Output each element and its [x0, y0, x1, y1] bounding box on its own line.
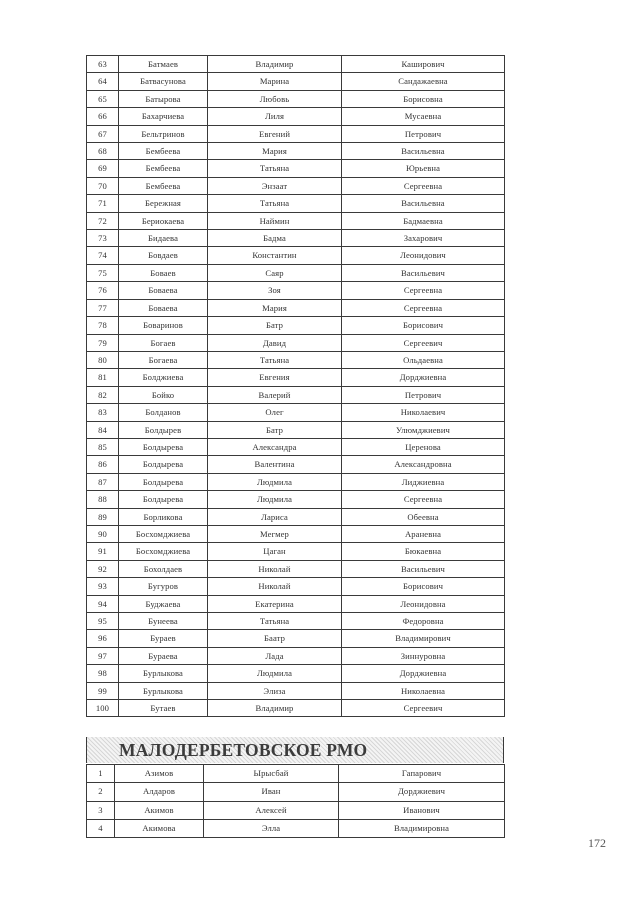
row-number-cell: 96: [87, 630, 119, 647]
first-name-cell: Алексей: [204, 801, 339, 819]
table-row: [87, 143, 505, 160]
surname-cell: Бураев: [119, 630, 208, 647]
surname-cell: Болданов: [119, 404, 208, 421]
surname-cell: Азимов: [115, 765, 204, 783]
first-name-cell: Валентина: [208, 456, 342, 473]
row-number-cell: 79: [87, 334, 119, 351]
table-row: [87, 386, 505, 403]
first-name-cell: Элла: [204, 819, 339, 837]
row-number-cell: 88: [87, 491, 119, 508]
patronymic-cell: Бадмаевна: [342, 212, 505, 229]
patronymic-cell: Сергеевна: [342, 299, 505, 316]
surname-cell: Богаев: [119, 334, 208, 351]
row-number-cell: 89: [87, 508, 119, 525]
surname-cell: Бембеева: [119, 143, 208, 160]
surname-cell: Бурлыкова: [119, 665, 208, 682]
first-name-cell: Давид: [208, 334, 342, 351]
surname-cell: Болдырева: [119, 491, 208, 508]
table-row: [87, 783, 505, 801]
first-name-cell: Мегмер: [208, 525, 342, 542]
table-row: [87, 682, 505, 699]
table-row: [87, 334, 505, 351]
surname-cell: Бережная: [119, 195, 208, 212]
first-name-cell: Татьяна: [208, 613, 342, 630]
surname-cell: Бойко: [119, 386, 208, 403]
first-name-cell: Валерий: [208, 386, 342, 403]
first-name-cell: Баатр: [208, 630, 342, 647]
patronymic-cell: Леонидович: [342, 247, 505, 264]
table-row: [87, 177, 505, 194]
first-name-cell: Людмила: [208, 473, 342, 490]
table-row: [87, 819, 505, 837]
row-number-cell: 71: [87, 195, 119, 212]
patronymic-cell: Сергеевна: [342, 177, 505, 194]
first-name-cell: Мария: [208, 299, 342, 316]
table-row: [87, 299, 505, 316]
table-row: [87, 160, 505, 177]
surname-cell: Боваева: [119, 282, 208, 299]
patronymic-cell: Иванович: [339, 801, 505, 819]
table-row: [87, 125, 505, 142]
row-number-cell: 83: [87, 404, 119, 421]
surname-cell: Бутаев: [119, 700, 208, 717]
surname-cell: Бунеева: [119, 613, 208, 630]
row-number-cell: 68: [87, 143, 119, 160]
table-row: [87, 282, 505, 299]
patronymic-cell: Обеевна: [342, 508, 505, 525]
surname-cell: Босхомджиева: [119, 543, 208, 560]
first-name-cell: Элиза: [208, 682, 342, 699]
page-number: 172: [588, 836, 606, 850]
row-number-cell: 99: [87, 682, 119, 699]
row-number-cell: 65: [87, 90, 119, 107]
first-name-cell: Владимир: [208, 56, 342, 73]
table-row: [87, 525, 505, 542]
row-number-cell: 87: [87, 473, 119, 490]
surname-cell: Болдырев: [119, 421, 208, 438]
first-name-cell: Марина: [208, 73, 342, 90]
first-name-cell: Батр: [208, 421, 342, 438]
patronymic-cell: Сандажаевна: [342, 73, 505, 90]
row-number-cell: 63: [87, 56, 119, 73]
participants-table-bottom: [86, 764, 505, 838]
row-number-cell: 78: [87, 317, 119, 334]
section-heading: [86, 737, 504, 763]
first-name-cell: Цаган: [208, 543, 342, 560]
row-number-cell: 72: [87, 212, 119, 229]
surname-cell: Бидаева: [119, 230, 208, 247]
table-row: [87, 456, 505, 473]
row-number-cell: 2: [87, 783, 115, 801]
row-number-cell: 69: [87, 160, 119, 177]
table-row: [87, 630, 505, 647]
first-name-cell: Олег: [208, 404, 342, 421]
row-number-cell: 74: [87, 247, 119, 264]
surname-cell: Бахарчиева: [119, 108, 208, 125]
patronymic-cell: Васильевич: [342, 264, 505, 281]
table-row: [87, 108, 505, 125]
row-number-cell: 77: [87, 299, 119, 316]
patronymic-cell: Николаевна: [342, 682, 505, 699]
row-number-cell: 67: [87, 125, 119, 142]
patronymic-cell: Сергеевич: [342, 700, 505, 717]
row-number-cell: 81: [87, 369, 119, 386]
surname-cell: Болдырева: [119, 473, 208, 490]
first-name-cell: Любовь: [208, 90, 342, 107]
row-number-cell: 97: [87, 647, 119, 664]
participants-table-bottom-body: [87, 765, 505, 838]
table-row: [87, 543, 505, 560]
table-row: [87, 369, 505, 386]
table-row: [87, 665, 505, 682]
first-name-cell: Людмила: [208, 665, 342, 682]
table-row: [87, 801, 505, 819]
patronymic-cell: Юрьевна: [342, 160, 505, 177]
first-name-cell: Мария: [208, 143, 342, 160]
first-name-cell: Иван: [204, 783, 339, 801]
row-number-cell: 98: [87, 665, 119, 682]
surname-cell: Бохолдаев: [119, 560, 208, 577]
first-name-cell: Татьяна: [208, 351, 342, 368]
row-number-cell: 82: [87, 386, 119, 403]
surname-cell: Боваева: [119, 299, 208, 316]
patronymic-cell: Александровна: [342, 456, 505, 473]
row-number-cell: 93: [87, 578, 119, 595]
surname-cell: Акимова: [115, 819, 204, 837]
table-row: [87, 700, 505, 717]
first-name-cell: Саяр: [208, 264, 342, 281]
surname-cell: Бураева: [119, 647, 208, 664]
surname-cell: Батырова: [119, 90, 208, 107]
surname-cell: Бериокаева: [119, 212, 208, 229]
table-row: [87, 404, 505, 421]
table-row: [87, 90, 505, 107]
table-row: [87, 421, 505, 438]
table-row: [87, 578, 505, 595]
table-row: [87, 647, 505, 664]
patronymic-cell: Лиджиевна: [342, 473, 505, 490]
row-number-cell: 85: [87, 438, 119, 455]
table-row: [87, 595, 505, 612]
patronymic-cell: Васильевна: [342, 195, 505, 212]
first-name-cell: Бадма: [208, 230, 342, 247]
surname-cell: Бельтринов: [119, 125, 208, 142]
first-name-cell: Энзаат: [208, 177, 342, 194]
first-name-cell: Евгений: [208, 125, 342, 142]
surname-cell: Борликова: [119, 508, 208, 525]
first-name-cell: Николай: [208, 560, 342, 577]
patronymic-cell: Гапарович: [339, 765, 505, 783]
surname-cell: Бугуров: [119, 578, 208, 595]
first-name-cell: Владимир: [208, 700, 342, 717]
section-title: МАЛОДЕРБЕТОВСКОЕ РМО: [119, 740, 368, 760]
first-name-cell: Людмила: [208, 491, 342, 508]
row-number-cell: 4: [87, 819, 115, 837]
patronymic-cell: Борисовна: [342, 90, 505, 107]
surname-cell: Болдырева: [119, 438, 208, 455]
patronymic-cell: Захарович: [342, 230, 505, 247]
patronymic-cell: Ольдаевна: [342, 351, 505, 368]
surname-cell: Бембеева: [119, 177, 208, 194]
row-number-cell: 70: [87, 177, 119, 194]
table-row: [87, 317, 505, 334]
first-name-cell: Ырысбай: [204, 765, 339, 783]
first-name-cell: Зоя: [208, 282, 342, 299]
patronymic-cell: Леонидовна: [342, 595, 505, 612]
table-row: [87, 264, 505, 281]
first-name-cell: Екатерина: [208, 595, 342, 612]
patronymic-cell: Дорджиевич: [339, 783, 505, 801]
patronymic-cell: Бюкаевна: [342, 543, 505, 560]
patronymic-cell: Сергеевна: [342, 282, 505, 299]
first-name-cell: Лариса: [208, 508, 342, 525]
row-number-cell: 80: [87, 351, 119, 368]
surname-cell: Батмаев: [119, 56, 208, 73]
row-number-cell: 100: [87, 700, 119, 717]
patronymic-cell: Васильевна: [342, 143, 505, 160]
surname-cell: Бурлыкова: [119, 682, 208, 699]
table-row: [87, 230, 505, 247]
patronymic-cell: Улюмджиевич: [342, 421, 505, 438]
patronymic-cell: Каширович: [342, 56, 505, 73]
first-name-cell: Лиля: [208, 108, 342, 125]
first-name-cell: Татьяна: [208, 160, 342, 177]
patronymic-cell: Мусаевна: [342, 108, 505, 125]
row-number-cell: 64: [87, 73, 119, 90]
surname-cell: Богаева: [119, 351, 208, 368]
table-row: [87, 351, 505, 368]
table-row: [87, 508, 505, 525]
patronymic-cell: Петрович: [342, 125, 505, 142]
surname-cell: Босхомджиева: [119, 525, 208, 542]
surname-cell: Батвасунова: [119, 73, 208, 90]
patronymic-cell: Борисович: [342, 317, 505, 334]
first-name-cell: Николай: [208, 578, 342, 595]
first-name-cell: Евгения: [208, 369, 342, 386]
surname-cell: Боваев: [119, 264, 208, 281]
row-number-cell: 92: [87, 560, 119, 577]
row-number-cell: 90: [87, 525, 119, 542]
patronymic-cell: Владимировна: [339, 819, 505, 837]
surname-cell: Бембеева: [119, 160, 208, 177]
table-row: [87, 473, 505, 490]
table-row: [87, 247, 505, 264]
table-row: [87, 212, 505, 229]
table-row: [87, 560, 505, 577]
patronymic-cell: Сергеевич: [342, 334, 505, 351]
patronymic-cell: Борисович: [342, 578, 505, 595]
row-number-cell: 91: [87, 543, 119, 560]
first-name-cell: Наймин: [208, 212, 342, 229]
participants-table-top: [86, 55, 505, 717]
patronymic-cell: Дорджиевна: [342, 369, 505, 386]
table-row: [87, 73, 505, 90]
surname-cell: Боваринов: [119, 317, 208, 334]
patronymic-cell: Дорджиевна: [342, 665, 505, 682]
patronymic-cell: Владимирович: [342, 630, 505, 647]
patronymic-cell: Сергеевна: [342, 491, 505, 508]
first-name-cell: Александра: [208, 438, 342, 455]
surname-cell: Буджаева: [119, 595, 208, 612]
participants-table-top-body: [87, 56, 505, 717]
row-number-cell: 94: [87, 595, 119, 612]
surname-cell: Акимов: [115, 801, 204, 819]
row-number-cell: 86: [87, 456, 119, 473]
row-number-cell: 84: [87, 421, 119, 438]
surname-cell: Болдырева: [119, 456, 208, 473]
patronymic-cell: Николаевич: [342, 404, 505, 421]
row-number-cell: 1: [87, 765, 115, 783]
table-row: [87, 491, 505, 508]
table-row: [87, 438, 505, 455]
row-number-cell: 75: [87, 264, 119, 281]
surname-cell: Алдаров: [115, 783, 204, 801]
patronymic-cell: Васильевич: [342, 560, 505, 577]
row-number-cell: 76: [87, 282, 119, 299]
patronymic-cell: Зиннуровна: [342, 647, 505, 664]
patronymic-cell: Федоровна: [342, 613, 505, 630]
row-number-cell: 73: [87, 230, 119, 247]
surname-cell: Бовдаев: [119, 247, 208, 264]
first-name-cell: Татьяна: [208, 195, 342, 212]
table-row: [87, 56, 505, 73]
first-name-cell: Лада: [208, 647, 342, 664]
row-number-cell: 66: [87, 108, 119, 125]
table-row: [87, 195, 505, 212]
table-row: [87, 765, 505, 783]
first-name-cell: Константин: [208, 247, 342, 264]
row-number-cell: 95: [87, 613, 119, 630]
patronymic-cell: Араневна: [342, 525, 505, 542]
patronymic-cell: Петрович: [342, 386, 505, 403]
table-row: [87, 613, 505, 630]
row-number-cell: 3: [87, 801, 115, 819]
surname-cell: Болджиева: [119, 369, 208, 386]
patronymic-cell: Церенова: [342, 438, 505, 455]
first-name-cell: Батр: [208, 317, 342, 334]
